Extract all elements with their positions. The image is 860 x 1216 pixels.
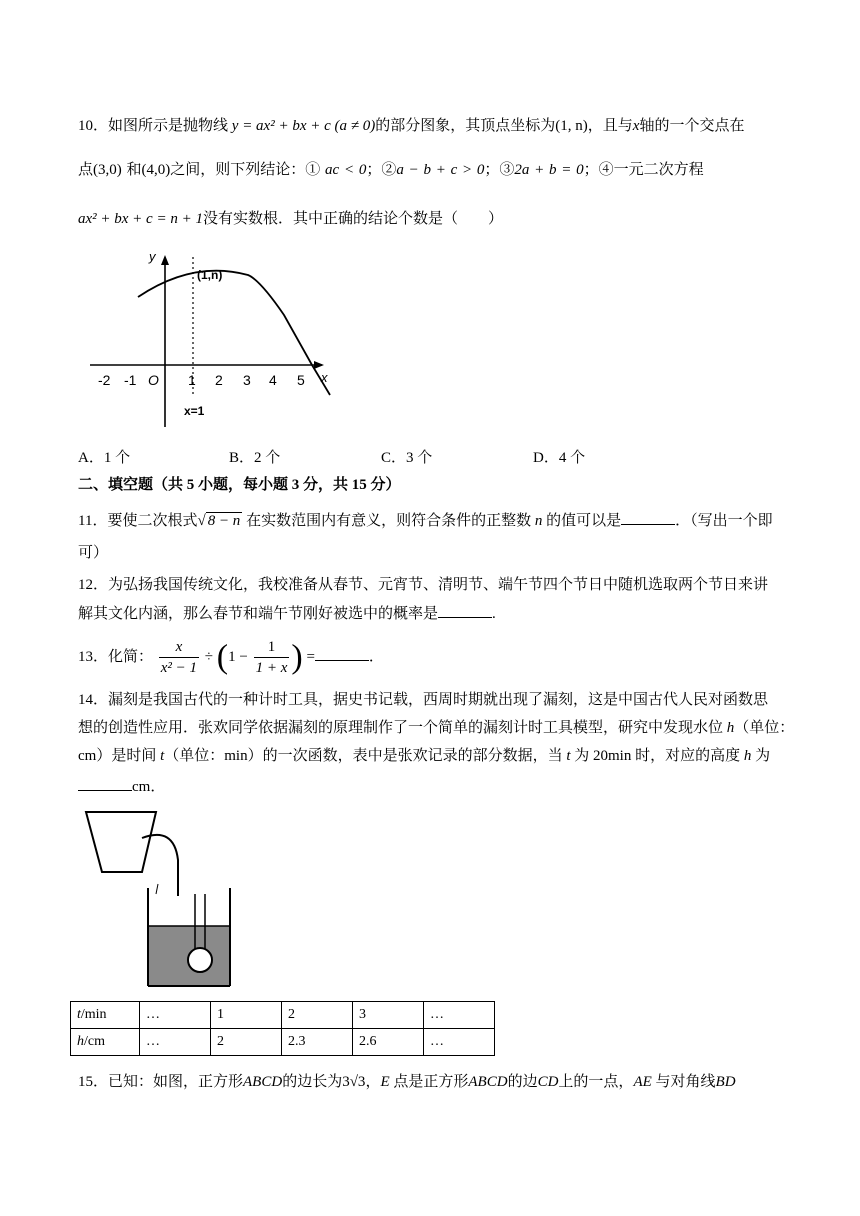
tick-4: 4 <box>269 372 277 388</box>
q10-line3 <box>78 209 503 229</box>
text: 想的创造性应用．张欢同学依据漏刻的原理制作了一个简单的漏刻计时工具模型，研究中发现水位 <box>78 720 724 736</box>
q14-line3 <box>78 746 770 766</box>
table-cell: 2 <box>211 1029 282 1056</box>
text: （单位：min）的一次函数，表中是张欢记录的部分数据，当 <box>164 748 563 764</box>
option-c: C．3 个 <box>381 450 433 466</box>
tick-5: 5 <box>297 372 305 388</box>
q12-line1: 12．为弘扬我国传统文化，我校准备从春节、元宵节、清明节、端午节四个节日中随机选取两个节日来讲 <box>78 577 769 593</box>
h-variable: h <box>743 748 752 764</box>
answer-blank[interactable] <box>621 510 675 525</box>
text: cm）是时间 <box>78 748 157 764</box>
table-header-t: t/min <box>71 1002 140 1029</box>
q10-line2 <box>78 160 704 180</box>
q14-line4 <box>78 776 165 797</box>
table-header-h: h/cm <box>71 1029 140 1056</box>
t-variable: t <box>566 748 571 764</box>
option-a: A．1 个 <box>78 450 131 466</box>
square-name: ABCD <box>468 1074 508 1090</box>
table-cell: 2 <box>282 1002 353 1029</box>
text: 13．化简： <box>78 649 154 665</box>
one-minus: 1 − <box>228 649 248 665</box>
table-cell: 2.3 <box>282 1029 353 1056</box>
text: 上的一点， <box>558 1074 634 1090</box>
data-table <box>70 1001 495 1056</box>
q13-line <box>78 635 384 679</box>
conclusion-2: a − b + c > 0 <box>396 162 485 178</box>
text: 点是正方形 <box>393 1074 469 1090</box>
question-number: 10． <box>78 118 109 134</box>
q10-line1 <box>78 116 744 136</box>
h-variable: h <box>726 720 735 736</box>
tick-1: 1 <box>188 372 196 388</box>
text: 15．已知：如图，正方形 <box>78 1074 244 1090</box>
option-d: D．4 个 <box>533 450 586 466</box>
square-name: ABCD <box>243 1074 283 1090</box>
parabola-equation: y = ax² + bx + c <box>231 118 331 134</box>
table-cell: 2.6 <box>353 1029 424 1056</box>
tick-neg1: -1 <box>124 372 137 388</box>
text: 解其文化内涵，那么春节和端午节刚好被选中的概率是 <box>78 606 439 622</box>
text: 的值可以是 <box>546 513 622 529</box>
q12-line2 <box>78 603 496 624</box>
text: 轴的一个交点在 <box>639 118 745 134</box>
conclusion-1: ac < 0 <box>325 162 367 178</box>
tick-2: 2 <box>215 372 223 388</box>
answer-blank[interactable] <box>315 646 369 661</box>
text: ；③ <box>484 162 515 178</box>
text: 与对角线 <box>655 1074 716 1090</box>
table-row <box>71 1029 495 1056</box>
side-length: 3√3 <box>342 1074 366 1090</box>
text: ；② <box>366 162 397 178</box>
conclusion-3: 2a + b = 0 <box>514 162 584 178</box>
vertex-label: (1,n) <box>197 268 223 282</box>
option-b: B．2 个 <box>229 450 281 466</box>
divide-sign: ÷ <box>204 649 214 665</box>
parabola-graph <box>84 245 344 435</box>
text: 的部分图象，其顶点坐标为 <box>375 118 556 134</box>
text: 为 <box>755 748 771 764</box>
numerator: x <box>159 637 199 658</box>
text: ， <box>365 1074 381 1090</box>
text: 的边 <box>507 1074 538 1090</box>
text: 没有实数根．其中正确的结论个数是（ ） <box>202 211 503 227</box>
radical: √ 8 − n <box>197 513 241 529</box>
denominator: 1 + x <box>255 660 288 677</box>
water-clock-illustration <box>82 808 262 993</box>
section-header: 二、填空题（共 5 小题，每小题 3 分，共 15 分） <box>78 477 401 493</box>
t-variable: t <box>160 748 165 764</box>
denominator: x² − 1 <box>160 660 198 677</box>
table-cell: … <box>424 1029 495 1056</box>
x-axis-label: x <box>321 370 328 385</box>
side-cd: CD <box>537 1074 559 1090</box>
point-4-0: (4,0) <box>141 162 171 178</box>
text: 11．要使二次根式 <box>78 513 198 529</box>
symmetry-axis-label: x=1 <box>184 404 205 418</box>
conclusion-4-equation: ax² + bx + c = n + 1 <box>78 211 203 227</box>
q14-line1: 14．漏刻是我国古代的一种计时工具，据史书记载，西周时期就出现了漏刻，这是中国古代人民对函数思 <box>78 692 769 708</box>
vertex-coordinate: (1, n) <box>555 118 588 134</box>
text: ；④一元二次方程 <box>583 162 704 178</box>
table-cell: … <box>424 1002 495 1029</box>
point-3-0: (3,0) <box>93 162 122 178</box>
text: 在实数范围内有意义，则符合条件的正整数 <box>246 513 532 529</box>
text: （单位： <box>734 720 795 736</box>
equals-sign: = <box>306 649 315 665</box>
diagonal-bd: BD <box>715 1074 736 1090</box>
fraction-x-over-x2-1 <box>159 637 199 678</box>
table-cell: … <box>140 1002 211 1029</box>
text: ，且与 <box>587 118 633 134</box>
text: cm． <box>132 779 166 795</box>
text: 和 <box>126 162 142 178</box>
text: . <box>492 606 496 622</box>
table-row <box>71 1002 495 1029</box>
tick-3: 3 <box>243 372 251 388</box>
fraction-1-over-1-plus-x <box>254 637 290 678</box>
tick-neg2: -2 <box>98 372 111 388</box>
y-axis-label: y <box>149 249 156 264</box>
condition: (a ≠ 0) <box>334 118 376 134</box>
left-paren: ( <box>216 638 229 676</box>
radicand: 8 − n <box>207 513 241 529</box>
text: 的边长为 <box>282 1074 343 1090</box>
x-variable: x <box>632 118 640 134</box>
text: ． <box>368 649 384 665</box>
q11-line2: 可） <box>78 545 109 561</box>
segment-ae: AE <box>633 1074 652 1090</box>
origin-label: O <box>148 372 159 388</box>
text: 之间，则下列结论：① <box>170 162 321 178</box>
table-cell: 1 <box>211 1002 282 1029</box>
text: 如图所示是抛物线 <box>108 118 229 134</box>
q14-line2 <box>78 718 794 738</box>
n-variable: n <box>534 513 543 529</box>
numerator: 1 <box>254 637 290 658</box>
answer-blank[interactable] <box>438 603 492 618</box>
text: 为 20min 时，对应的高度 <box>574 748 741 764</box>
answer-blank[interactable] <box>78 776 132 791</box>
right-paren: ) <box>291 638 303 676</box>
point-e: E <box>380 1074 390 1090</box>
text: 点 <box>78 162 94 178</box>
table-cell: … <box>140 1029 211 1056</box>
text: ．（写出一个即 <box>675 513 773 529</box>
table-cell: 3 <box>353 1002 424 1029</box>
q11-line1 <box>78 510 773 531</box>
q15-line1 <box>78 1072 736 1092</box>
